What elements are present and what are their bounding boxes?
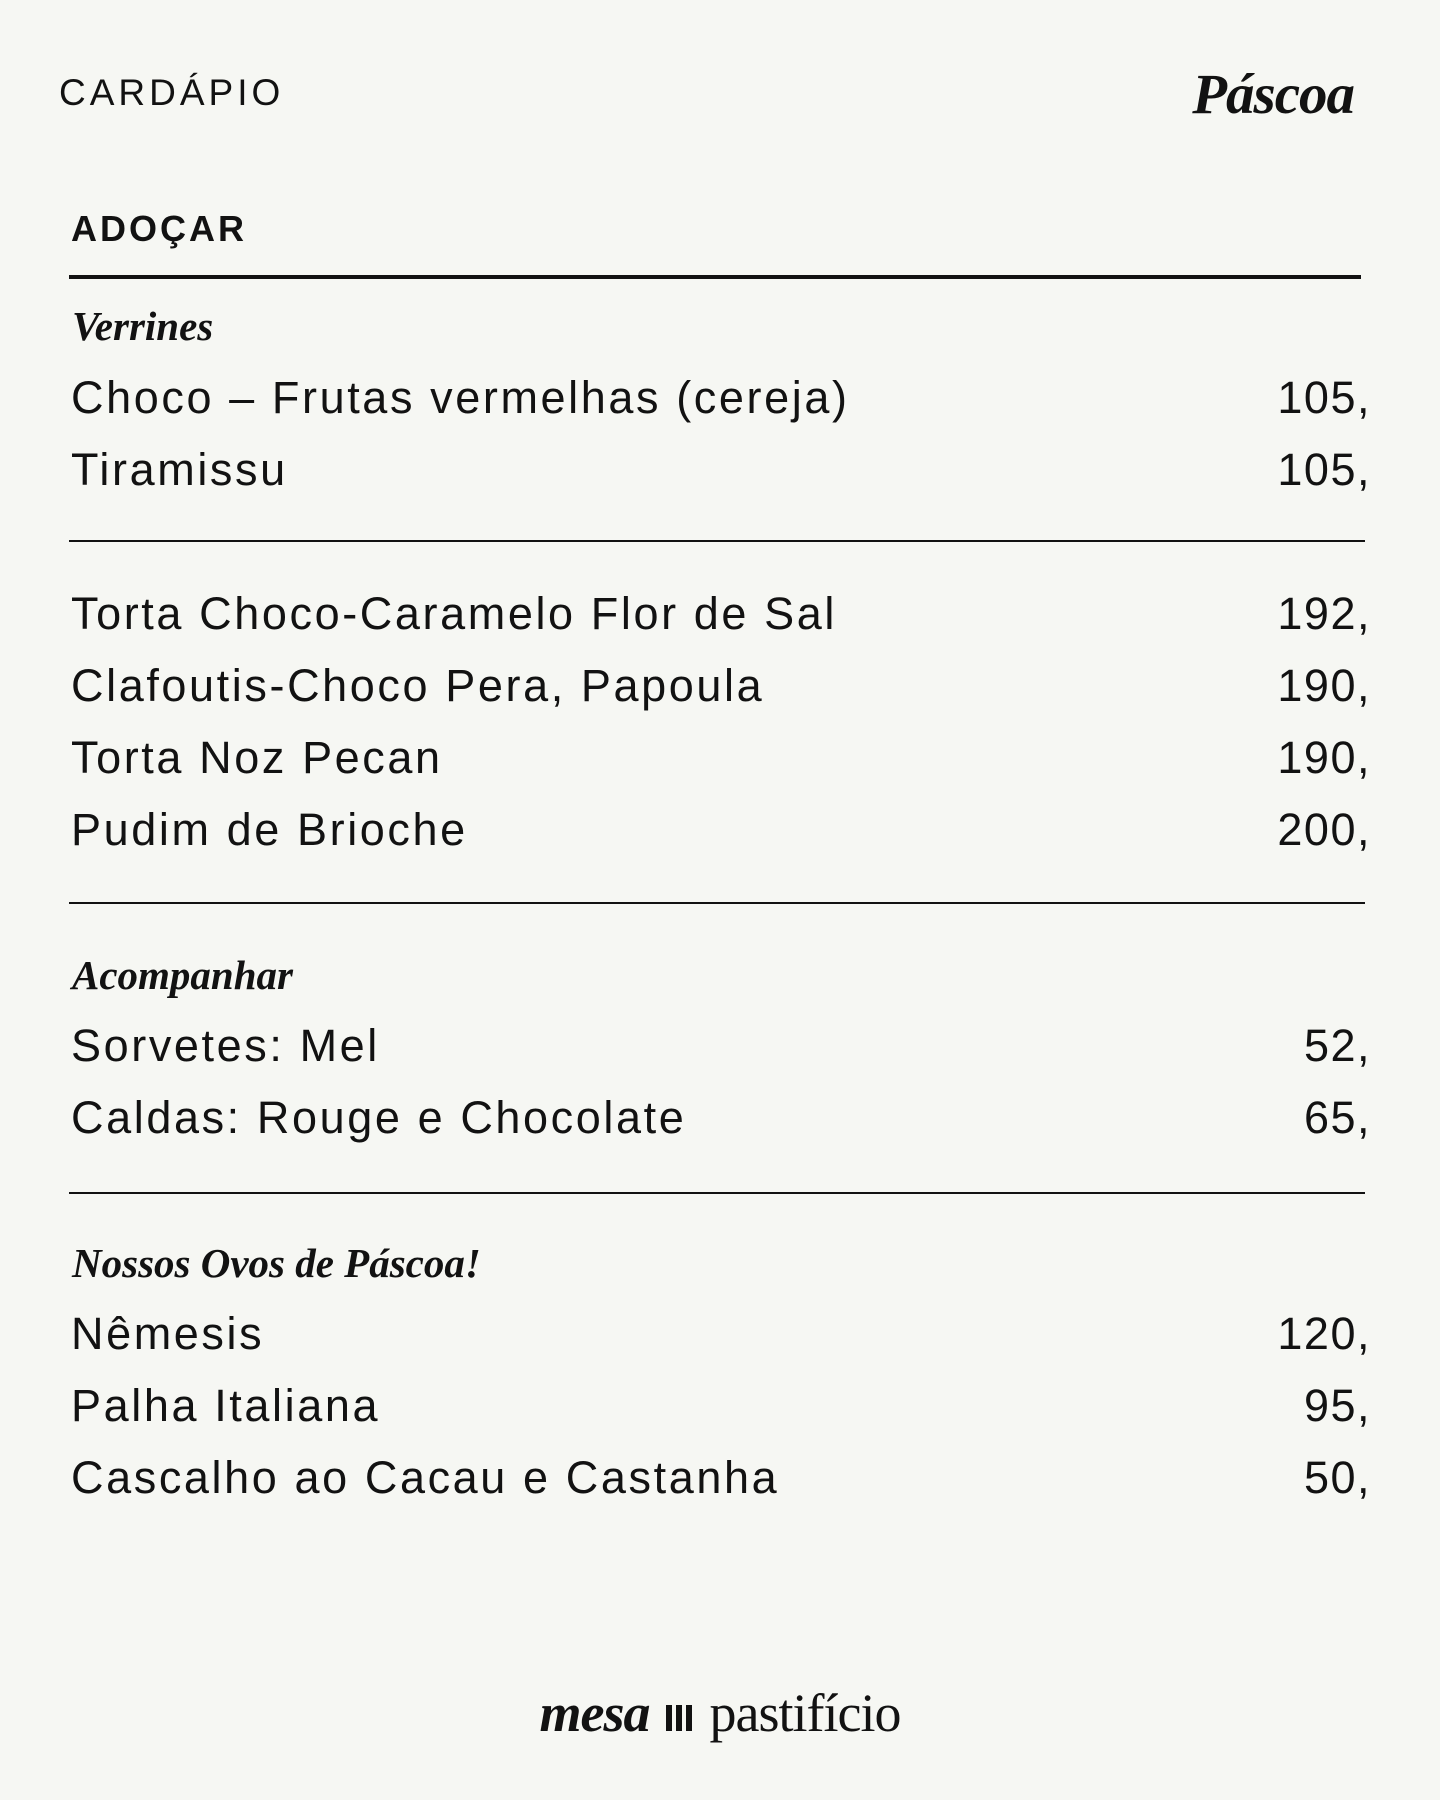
group-divider	[69, 1192, 1365, 1194]
group-heading-ovos: Nossos Ovos de Páscoa!	[72, 1240, 481, 1286]
item-price: 105,	[1277, 444, 1371, 495]
menu-title: Páscoa	[1192, 63, 1354, 126]
menu-item	[71, 442, 1371, 498]
item-name: Pudim de Brioche	[71, 804, 468, 855]
menu-item	[71, 658, 1371, 714]
item-price: 95,	[1303, 1380, 1371, 1431]
item-name: Caldas: Rouge e Chocolate	[71, 1092, 687, 1143]
menu-item	[71, 1090, 1371, 1146]
item-price: 190,	[1277, 660, 1371, 711]
menu-item	[71, 370, 1371, 426]
menu-item	[71, 802, 1371, 858]
item-price: 192,	[1277, 588, 1371, 639]
menu-label: CARDÁPIO	[59, 72, 285, 113]
menu-item	[71, 1306, 1371, 1362]
item-name: Sorvetes: Mel	[71, 1020, 380, 1071]
menu-item	[71, 1450, 1371, 1506]
item-price: 65,	[1303, 1092, 1371, 1143]
section-divider	[69, 275, 1361, 279]
logo-bars-icon	[666, 1705, 696, 1735]
brand-secondary: pastifício	[709, 1683, 901, 1743]
menu-item	[71, 730, 1371, 786]
brand-primary: mesa	[539, 1683, 650, 1743]
item-name: Torta Choco-Caramelo Flor de Sal	[71, 588, 837, 639]
menu-item	[71, 1378, 1371, 1434]
group-heading-verrines: Verrines	[72, 303, 214, 349]
item-name: Cascalho ao Cacau e Castanha	[71, 1452, 780, 1503]
group-divider	[69, 902, 1365, 904]
item-name: Clafoutis-Choco Pera, Papoula	[71, 660, 765, 711]
brand-logo	[0, 1683, 1440, 1743]
item-price: 190,	[1277, 732, 1371, 783]
item-name: Tiramissu	[71, 444, 288, 495]
item-name: Torta Noz Pecan	[71, 732, 443, 783]
menu-item	[71, 1018, 1371, 1074]
item-name: Nêmesis	[71, 1308, 265, 1359]
group-divider	[69, 540, 1365, 542]
group-heading-acompanhar: Acompanhar	[72, 952, 293, 998]
section-title: ADOÇAR	[71, 208, 247, 249]
item-price: 50,	[1303, 1452, 1371, 1503]
item-price: 52,	[1303, 1020, 1371, 1071]
item-price: 200,	[1277, 804, 1371, 855]
item-name: Palha Italiana	[71, 1380, 381, 1431]
item-price: 105,	[1277, 372, 1371, 423]
item-price: 120,	[1277, 1308, 1371, 1359]
item-name: Choco – Frutas vermelhas (cereja)	[71, 372, 850, 423]
menu-item	[71, 586, 1371, 642]
